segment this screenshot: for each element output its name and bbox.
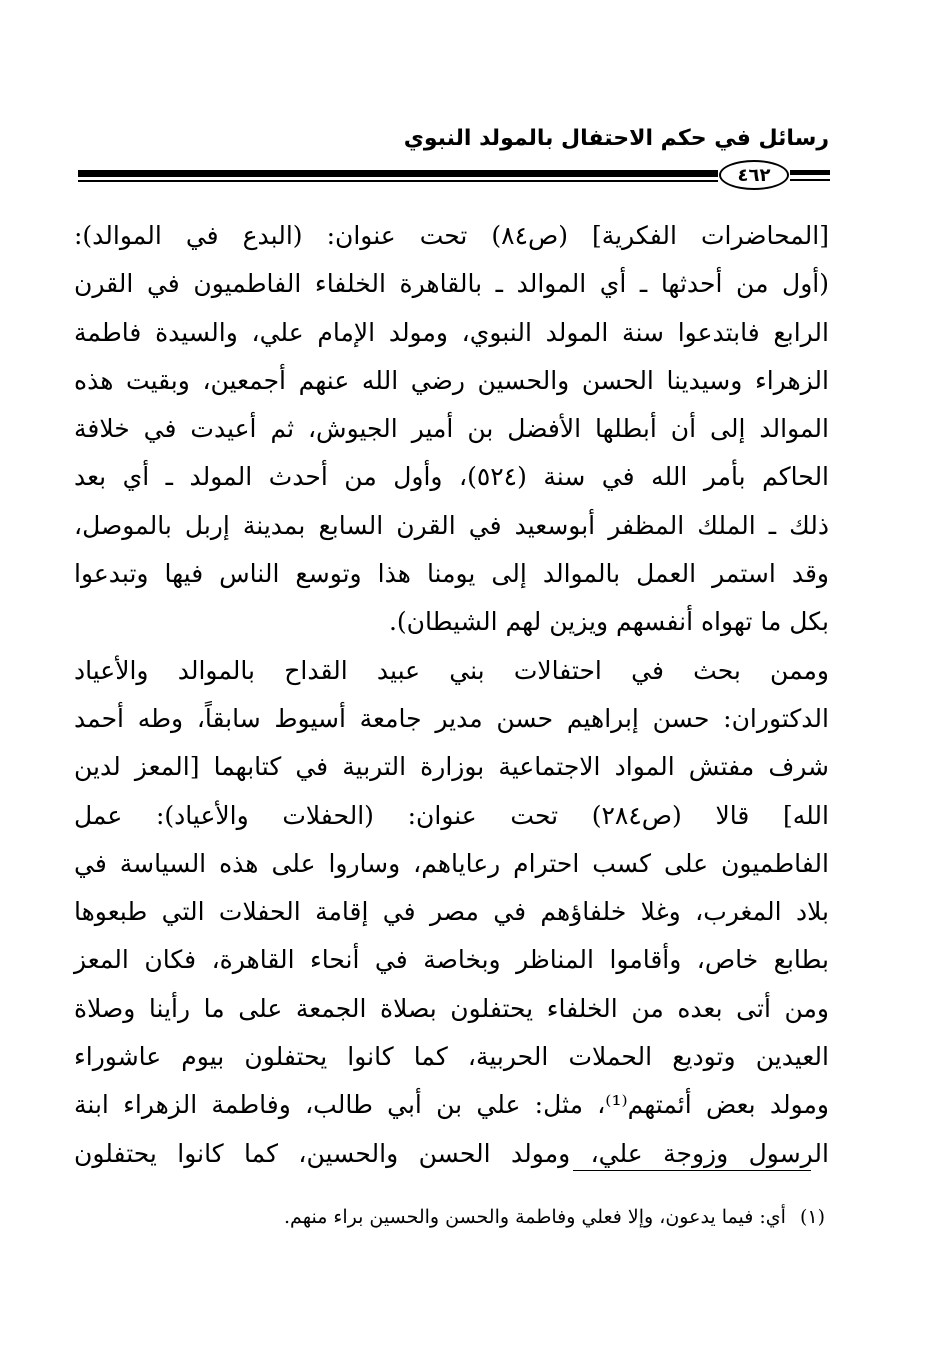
text-line: ومولد بعض أئمتهم⁽¹⁾، مثل: علي بن أبي طالب، وفاطمة الزهراء ابنة (74, 1090, 829, 1120)
text-line: الرابع فابتدعوا سنة المولد النبوي، ومولد الإمام علي، والسيدة فاطمة (74, 317, 829, 347)
text-line: الله] قالا (ص٢٨٤) تحت عنوان: (الحفلات والأعياد): عمل (74, 800, 829, 830)
body-text (74, 212, 829, 1178)
text-line: شرف مفتش المواد الاجتماعية بوزارة التربية في كتابهما [المعز لدين (74, 752, 829, 782)
text-line: العيدين وتوديع الحملات الحربية، كما كانوا يحتفلون بيوم عاشوراء (74, 1042, 829, 1072)
page-number: ٤٦٢ (719, 160, 789, 190)
text-line: ومن أتى بعده من الخلفاء يحتفلون بصلاة الجمعة على ما رأينا وصلاة (74, 993, 829, 1023)
text-line: الحاكم بأمر الله في سنة (٥٢٤)، وأول من أحدث المولد ـ أي بعد (74, 462, 830, 492)
text-line: ذلك ـ الملك المظفر أبوسعيد في القرن السابع بمدينة إربل بالموصل، (74, 510, 829, 540)
header-rule-thin (78, 180, 718, 182)
footnote-separator (573, 1170, 811, 1171)
text-line: الموالد إلى أن أبطلها الأفضل بن أمير الجيوش، ثم أعيدت في خلافة (74, 414, 829, 444)
text-line: الزهراء وسيدينا الحسن والحسين رضي الله عنهم أجمعين، وبقيت هذه (74, 365, 829, 395)
footnote-marker: (١) (799, 1206, 825, 1228)
text-line: الرسول وزوجة علي، ومولد الحسن والحسين، كما كانوا يحتفلون (74, 1138, 829, 1168)
text-line: وممن بحث في احتفالات بني عبيد القداح بالموالد والأعياد (74, 655, 829, 685)
running-title: رسائل في حكم الاحتفال بالمولد النبوي (403, 126, 829, 151)
header-rule-right-thick (790, 170, 830, 175)
text-line: وقد استمر العمل بالموالد إلى يومنا هذا وتوسع الناس فيها وتبدعوا (74, 559, 829, 589)
text-line: بلاد المغرب، وغلا خلفاؤهم في مصر في إقامة الحفلات التي طبعوها (74, 897, 829, 927)
text-line: الفاطميون على كسب احترام رعاياهم، وساروا على هذه السياسة في (74, 848, 829, 878)
text-line: بكل ما تهواه أنفسهم ويزين لهم الشيطان). (388, 607, 829, 637)
footnote (284, 1206, 825, 1228)
text-line: الدكتوران: حسن إبراهيم حسن مدير جامعة أسيوط سابقاً، وطه أحمد (74, 703, 829, 733)
text-line: [المحاضرات الفكرية] (ص٨٤) تحت عنوان: (البدع في الموالد): (74, 221, 829, 250)
header-rule-right-thin (790, 179, 830, 181)
footnote-text: أي: فيما يدعون، وإلا فعلي وفاطمة والحسن والحسين براء منهم. (284, 1206, 786, 1228)
text-line: بطابع خاص، وأقاموا المناظر وبخاصة في أنحاء القاهرة، فكان المعز (74, 945, 829, 975)
header-rule-thick (78, 170, 718, 177)
text-line: (أول من أحدثها ـ أي الموالد ـ بالقاهرة الخلفاء الفاطميون في القرن (74, 269, 829, 299)
